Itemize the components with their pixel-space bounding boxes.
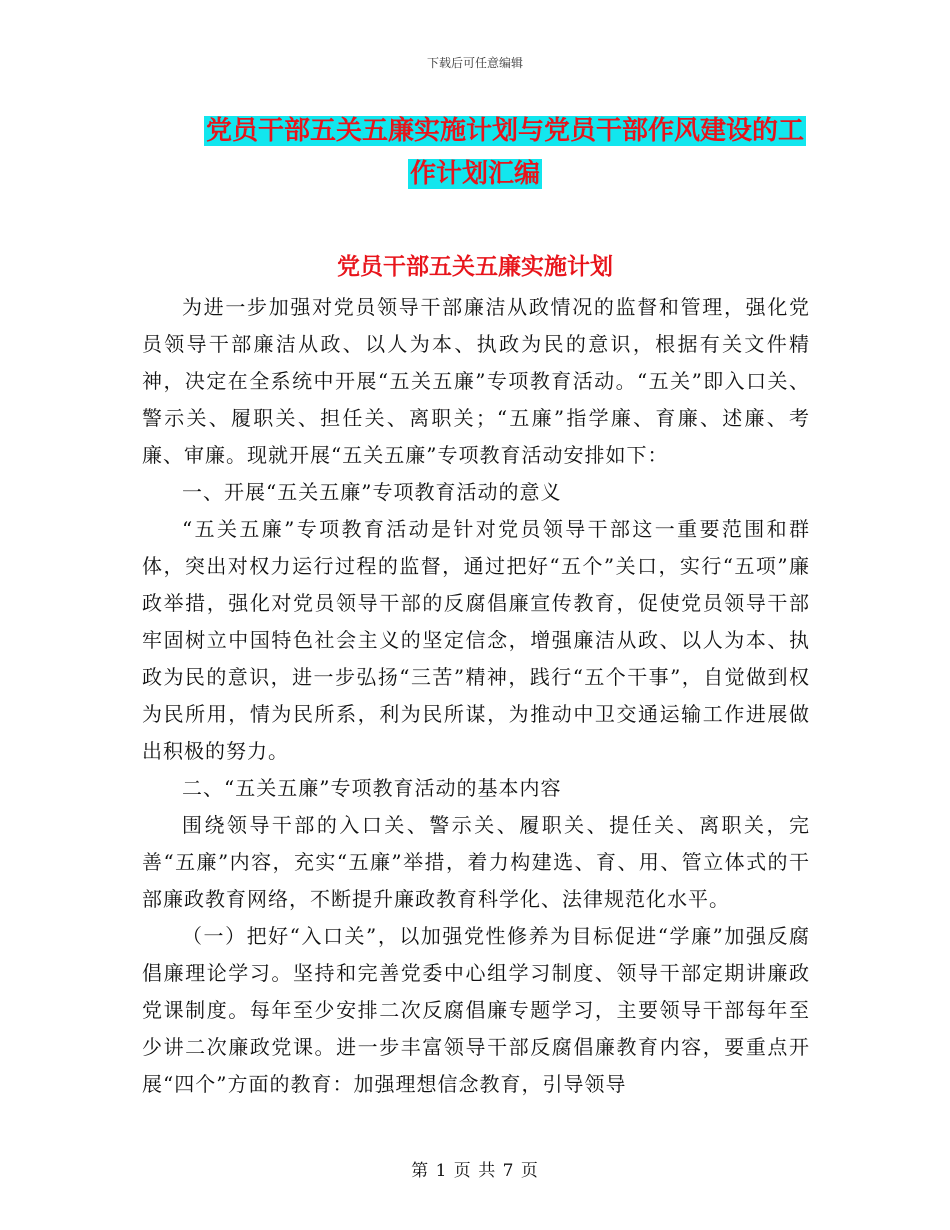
document-body	[142, 289, 810, 1103]
document-title-line-2	[0, 155, 950, 193]
page-header-note: 下载后可任意编辑	[426, 56, 523, 70]
page-number: 第 1 页 共 7 页	[411, 1161, 539, 1181]
section-title: 党员干部五关五廉实施计划	[337, 254, 613, 280]
heading-significance: 一、开展“五关五廉”专项教育活动的意义	[182, 480, 562, 504]
paragraph-intro: 为进一步加强对党员领导干部廉洁从政情况的监督和管理，强化党员领导干部廉洁从政、以人为本、执政为民的意识，根据有关文件精神，决定在全系统中开展“五关五廉”专项教育活动。“五关”即入口关、警示关、履职关、担任关、离职关；“五廉”指学廉、育廉、述廉、考廉、审廉。现就开展“五关五廉”专项教育活动安排如下：	[142, 295, 810, 467]
heading-basic-content: 二、“五关五廉”专项教育活动的基本内容	[182, 776, 562, 800]
document-title-line-1	[30, 112, 950, 150]
paragraph-entry-gate: （一）把好“入口关”，以加强党性修养为目标促进“学廉”加强反腐倡廉理论学习。坚持和完善党委中心组学习制度、领导干部定期讲廉政党课制度。每年至少安排二次反腐倡廉专题学习，主要领导干部每年至少讲二次廉政党课。进一步丰富领导干部反腐倡廉教育内容，要重点开展“四个”方面的教育：加强理想信念教育，引导领导	[142, 924, 810, 1096]
title-highlight-2: 作计划汇编	[409, 159, 540, 189]
title-highlight-1: 党员干部五关五廉实施计划与党员干部作风建设的工	[205, 116, 804, 146]
paragraph-significance: “五关五廉”专项教育活动是针对党员领导干部这一重要范围和群体，突出对权力运行过程的监督，通过把好“五个”关口，实行“五项”廉政举措，强化对党员领导干部的反腐倡廉宣传教育，促使党员领导干部牢固树立中国特色社会主义的坚定信念，增强廉洁从政、以人为本、执政为民的意识，进一步弘扬“三苦”精神，践行“五个干事”，自觉做到权为民所用，情为民所系，利为民所谋，为推动中卫交通运输工作进展做出积极的努力。	[142, 517, 810, 763]
paragraph-basic-content: 围绕领导干部的入口关、警示关、履职关、提任关、离职关，完善“五廉”内容，充实“五廉”举措，着力构建选、育、用、管立体式的干部廉政教育网络，不断提升廉政教育科学化、法律规范化水平。	[142, 813, 810, 911]
